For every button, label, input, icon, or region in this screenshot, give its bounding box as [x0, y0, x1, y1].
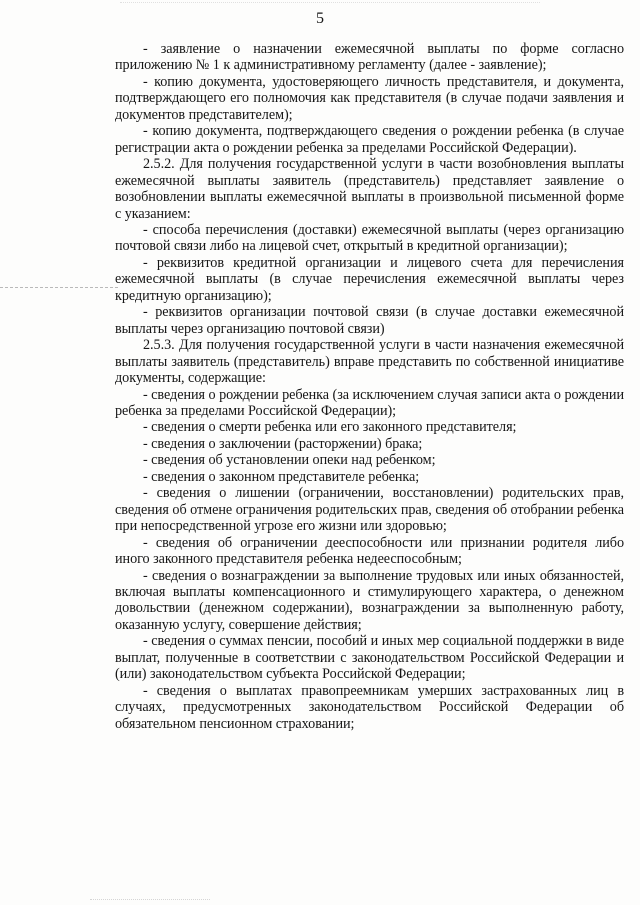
- paragraph-successor-payments-info: - сведения о выплатах правопреемникам умерших застрахованных лиц в случаях, предусмотренных законодательством Российской Федерации об обязательном пенсионном страховании;: [115, 682, 624, 732]
- paragraph-parental-rights-info: - сведения о лишении (ограничении, восстановлении) родительских прав, сведения об отмене ограничения родительских прав, сведения об отобрании ребенка при непосредственной угрозе его жизни или здоровью;: [115, 485, 624, 535]
- scan-artifact-bottom: [90, 899, 210, 900]
- paragraph-marriage-info: - сведения о заключении (расторжении) брака;: [143, 435, 423, 452]
- paragraph-2-5-3: 2.5.3. Для получения государственной услуги в части назначения ежемесячной выплаты заявитель (представитель) вправе представить по собственной инициативе документы, содержащие:: [115, 337, 624, 387]
- paragraph-legal-representative-info: - сведения о законном представителе ребенка;: [143, 468, 420, 485]
- scan-artifact-top: [120, 2, 540, 3]
- paragraph-delivery-method: - способа перечисления (доставки) ежемесячной выплаты (через организацию почтовой связи либо на лицевой счет, открытый в кредитной организации);: [115, 221, 624, 255]
- paragraph-birth-document: - копию документа, подтверждающего сведения о рождении ребенка (в случае регистрации акта о рождении ребенка за пределами Российской Федерации).: [115, 123, 624, 156]
- paragraph-postal-details: - реквизитов организации почтовой связи (в случае доставки ежемесячной выплаты через организацию почтовой связи): [115, 304, 624, 337]
- paragraph-representative-id: - копию документа, удостоверяющего личность представителя, и документа, подтверждающего его полномочия как представителя (в случае подачи заявления и документов представителем);: [115, 73, 624, 123]
- paragraph-death-info: - сведения о смерти ребенка или его законного представителя;: [143, 419, 517, 436]
- paragraph-birth-info: - сведения о рождении ребенка (за исключением случая записи акта о рождении ребенка за пределами Российской Федерации);: [115, 386, 624, 419]
- paragraph-legal-capacity-info: - сведения об ограничении дееспособности или признании родителя либо иного законного представителя ребенка недееспособным;: [115, 534, 624, 568]
- paragraph-2-5-2: 2.5.2. Для получения государственной услуги в части возобновления выплаты ежемесячной выплаты заявитель (представитель) представляет заявление о возобновлении выплаты ежемесячной выплаты в произвольной письменной форме с указанием:: [115, 156, 624, 222]
- paragraph-pension-info: - сведения о суммах пенсии, пособий и иных мер социальной поддержки в виде выплат, полученные в соответствии с законодательством Российской Федерации и (или) законодательством субъекта Российской Федерации;: [115, 633, 624, 683]
- paragraph-bank-details: - реквизитов кредитной организации и лицевого счета для перечисления ежемесячной выплаты (в случае перечисления ежемесячной выплаты через кредитную организацию);: [115, 254, 624, 304]
- scan-artifact-line: [0, 287, 118, 288]
- paragraph-guardianship-info: - сведения об установлении опеки над ребенком;: [143, 452, 436, 469]
- paragraph-remuneration-info: - сведения о вознаграждении за выполнение трудовых или иных обязанностей, включая выплаты компенсационного и стимулирующего характера, о денежном довольствии (денежном содержании), вознаграждении за выполненную работу, оказанную услугу, совершение действия;: [115, 567, 624, 633]
- document-body: [115, 41, 624, 732]
- page-number: 5: [316, 10, 324, 27]
- paragraph-application-form: - заявление о назначении ежемесячной выплаты по форме согласно приложению № 1 к административному регламенту (далее - заявление);: [115, 41, 624, 74]
